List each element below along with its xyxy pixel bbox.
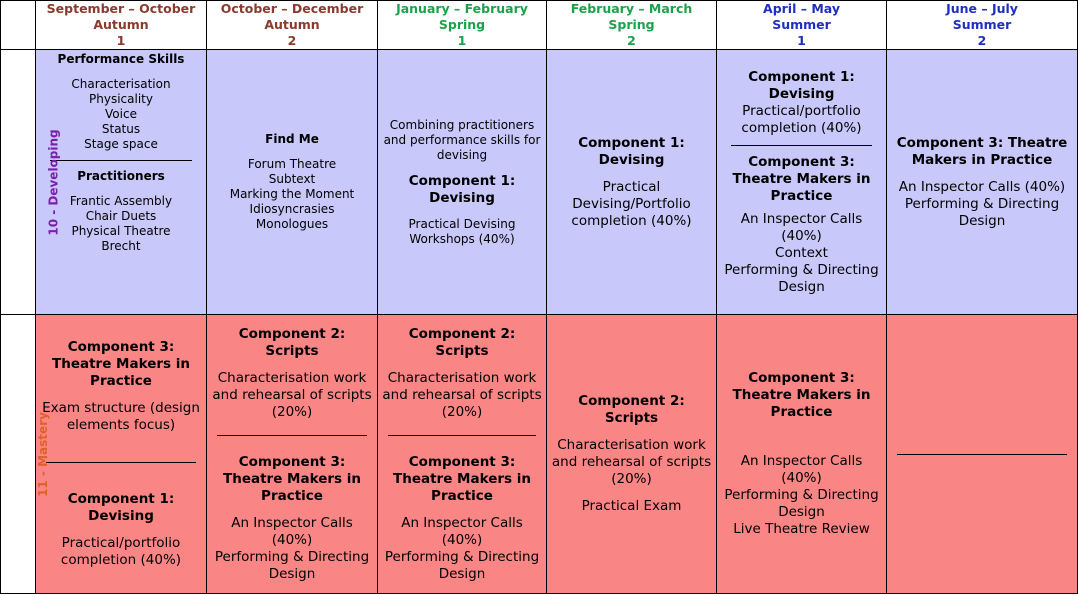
header-season: Autumn — [264, 17, 320, 32]
cell-heading: Component 1: Devising — [67, 491, 175, 524]
divider — [388, 435, 536, 436]
list-item: Status — [101, 122, 141, 136]
mastery-row-label — [1, 315, 50, 594]
header-number: 2 — [287, 33, 297, 48]
header-season: Summer — [952, 17, 1012, 32]
cell-heading: Find Me — [265, 132, 319, 146]
list-item: Performing & Directing Design — [384, 548, 540, 582]
list-item: An Inspector Calls (40%) — [898, 178, 1066, 195]
header-summer-1 — [717, 1, 887, 50]
list-item: Physical Theatre — [71, 224, 171, 238]
cell-heading: Component 2: Scripts — [578, 393, 685, 426]
cell-heading: Component 1: Devising — [748, 68, 855, 102]
list-item: Monologues — [255, 217, 329, 231]
divider — [46, 462, 196, 463]
list-item: Physicality — [89, 92, 153, 106]
header-season: Summer — [772, 17, 831, 32]
cell-heading: Component 3: Theatre Makers in Practice — [52, 339, 190, 389]
header-season: Spring — [438, 17, 486, 32]
list-item: Live Theatre Review — [733, 521, 870, 537]
cell-heading: Component 3: Theatre Makers in Practice — [732, 153, 871, 204]
list-item: Voice — [105, 107, 137, 121]
header-autumn-1 — [36, 1, 207, 50]
cell-heading: Component 2: Scripts — [408, 325, 516, 359]
list-item: Subtext — [268, 172, 316, 186]
header-months: September – October — [46, 1, 196, 16]
list-item: Characterisation — [71, 77, 171, 91]
row-label-text: 11 - Mastery — [35, 411, 50, 497]
developing-row-label — [1, 50, 61, 315]
cell-heading: Component 2: Scripts — [238, 325, 346, 359]
list-item: Context — [775, 244, 828, 261]
cell-heading: Component 3: Theatre Makers in Practice — [393, 453, 531, 504]
cell-heading: Component 1: Devising — [408, 172, 516, 206]
divider — [50, 160, 192, 161]
dev-cell-5 — [717, 50, 887, 315]
header-months: February – March — [570, 1, 693, 16]
list-item: Chair Duets — [85, 209, 157, 223]
cell-text: Practical/portfolio completion (40%) — [741, 102, 862, 136]
row-label-text: 10 - Developing — [46, 128, 61, 236]
cell-text: Combining practitioners and performance skills for devising — [383, 117, 541, 162]
cell-text: Practical Devising Workshops (40%) — [408, 216, 516, 246]
dev-cell-2 — [207, 50, 378, 315]
divider — [897, 454, 1067, 455]
header-number: 1 — [116, 33, 126, 48]
cell-heading: Practitioners — [77, 169, 165, 183]
header-spring-2 — [547, 1, 717, 50]
list-item: Marking the Moment — [229, 187, 355, 201]
cell-text: Characterisation work and rehearsal of scripts (20%) — [382, 369, 542, 420]
list-item: Forum Theatre — [247, 157, 337, 171]
list-item: Stage space — [84, 137, 158, 151]
cell-heading: Performance Skills — [57, 52, 185, 66]
list-item: Frantic Assembly — [69, 194, 173, 208]
list-item: Performing & Directing Design — [724, 261, 879, 295]
mas-cell-1 — [36, 315, 207, 594]
list-item: Performing & Directing Design — [904, 195, 1060, 229]
cell-text: Practical Devising/Portfolio completion (40%) — [571, 178, 692, 229]
list-item: An Inspector Calls (40%) — [401, 514, 523, 548]
list-item: An Inspector Calls (40%) — [740, 453, 863, 486]
header-season: Autumn — [93, 17, 149, 32]
header-summer-2 — [887, 1, 1078, 50]
cell-text: Characterisation work and rehearsal of scripts (20%) — [551, 437, 712, 487]
header-number: 1 — [797, 33, 806, 48]
header-spring-1 — [378, 1, 547, 50]
mas-cell-3 — [378, 315, 547, 594]
corner-cell — [1, 1, 36, 50]
header-row — [1, 1, 1078, 50]
header-season: Spring — [608, 17, 655, 32]
cell-heading: Component 3: Theatre Makers in Practice — [896, 134, 1068, 168]
cell-heading: Component 3: Theatre Makers in Practice — [223, 453, 361, 504]
list-item: Brecht — [101, 239, 141, 253]
list-item: Performing & Directing Design — [724, 487, 879, 520]
cell-text: Practical/portfolio completion (40%) — [60, 535, 182, 568]
list-item: An Inspector Calls (40%) — [740, 210, 863, 244]
dev-cell-6 — [887, 50, 1078, 315]
cell-text: Characterisation work and rehearsal of scripts (20%) — [212, 369, 372, 420]
cell-heading: Component 1: Devising — [578, 134, 685, 168]
header-months: January – February — [396, 1, 528, 16]
mastery-row — [1, 315, 1078, 594]
header-number: 1 — [457, 33, 467, 48]
mas-cell-2 — [207, 315, 378, 594]
list-item: Performing & Directing Design — [214, 548, 370, 582]
cell-heading: Component 3: Theatre Makers in Practice — [732, 370, 871, 420]
mas-cell-4 — [547, 315, 717, 594]
cell-text: Exam structure (design elements focus) — [42, 400, 200, 433]
dev-cell-3 — [378, 50, 547, 315]
header-months: June – July — [946, 1, 1018, 16]
divider — [731, 145, 872, 146]
header-months: October – December — [220, 1, 364, 16]
header-number: 2 — [627, 33, 636, 48]
developing-row — [1, 50, 1078, 315]
header-number: 2 — [977, 33, 987, 48]
header-months: April – May — [763, 1, 840, 16]
mas-cell-5 — [717, 315, 887, 594]
list-item: An Inspector Calls (40%) — [231, 514, 353, 548]
mas-cell-6 — [887, 315, 1078, 594]
header-autumn-2 — [207, 1, 378, 50]
divider — [217, 435, 367, 436]
dev-cell-4 — [547, 50, 717, 315]
cell-text: Practical Exam — [581, 498, 682, 514]
list-item: Idiosyncrasies — [249, 202, 335, 216]
